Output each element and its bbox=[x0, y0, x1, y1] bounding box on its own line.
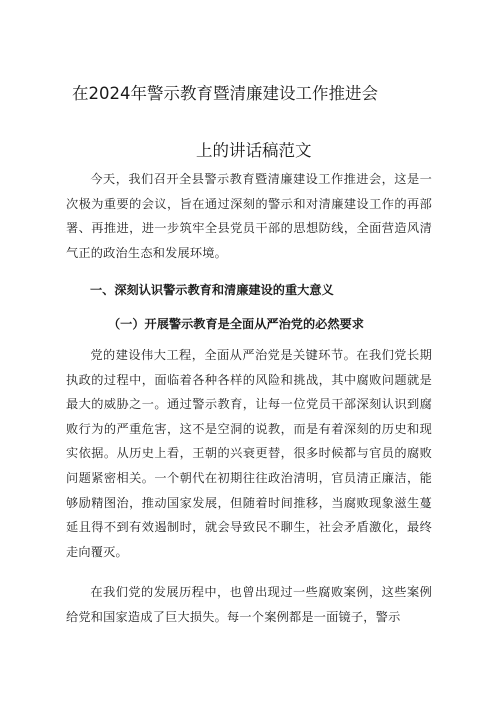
body-paragraph-3: 在我们党的发展历程中，也曾出现过一些腐败案例，这些案例给党和国家造成了巨大损失。每一个案例都是一面镜子，警示 bbox=[66, 585, 432, 624]
section-body bbox=[66, 343, 432, 564]
intro-paragraph: 今天，我们召开全县警示教育暨清廉建设工作推进会，这是一次极为重要的会议，旨在通过深刻的警示和对清廉建设工作的再部署、再推进，进一步筑牢全县党员干部的思想防线，全面营造风清气正的政治生态和发展环境。 bbox=[66, 172, 432, 260]
body-paragraph-2: 党的建设伟大工程，全面从严治党是关键环节。在我们党长期执政的过程中，面临着各种各样的风险和挑战，其中腐败问题就是最大的威胁之一。通过警示教育，让每一位党员干部深刻认识到腐败行为的严重危害，这不是空洞的说教，而是有着深刻的历史和现实依据。从历史上看，王朝的兴衰更替，很多时候都与官员的腐败问题紧密相关。一个朝代在初期往往政治清明，官员清正廉洁，能够励精图治，推动国家发展，但随着时间推移，当腐败现象滋生蔓延且得不到有效遏制时，就会导致民不聊生，社会矛盾激化，最终走向覆灭。 bbox=[66, 348, 432, 559]
section-heading-1: 一、深刻认识警示教育和清廉建设的重大意义 bbox=[90, 283, 334, 297]
subsection-heading-1: （一）开展警示教育是全面从严治党的必然要求 bbox=[108, 317, 364, 331]
document-title-line-2: 上的讲话稿范文 bbox=[196, 141, 312, 160]
document-title-line-1: 在2024年警示教育暨清廉建设工作推进会 bbox=[72, 84, 378, 103]
